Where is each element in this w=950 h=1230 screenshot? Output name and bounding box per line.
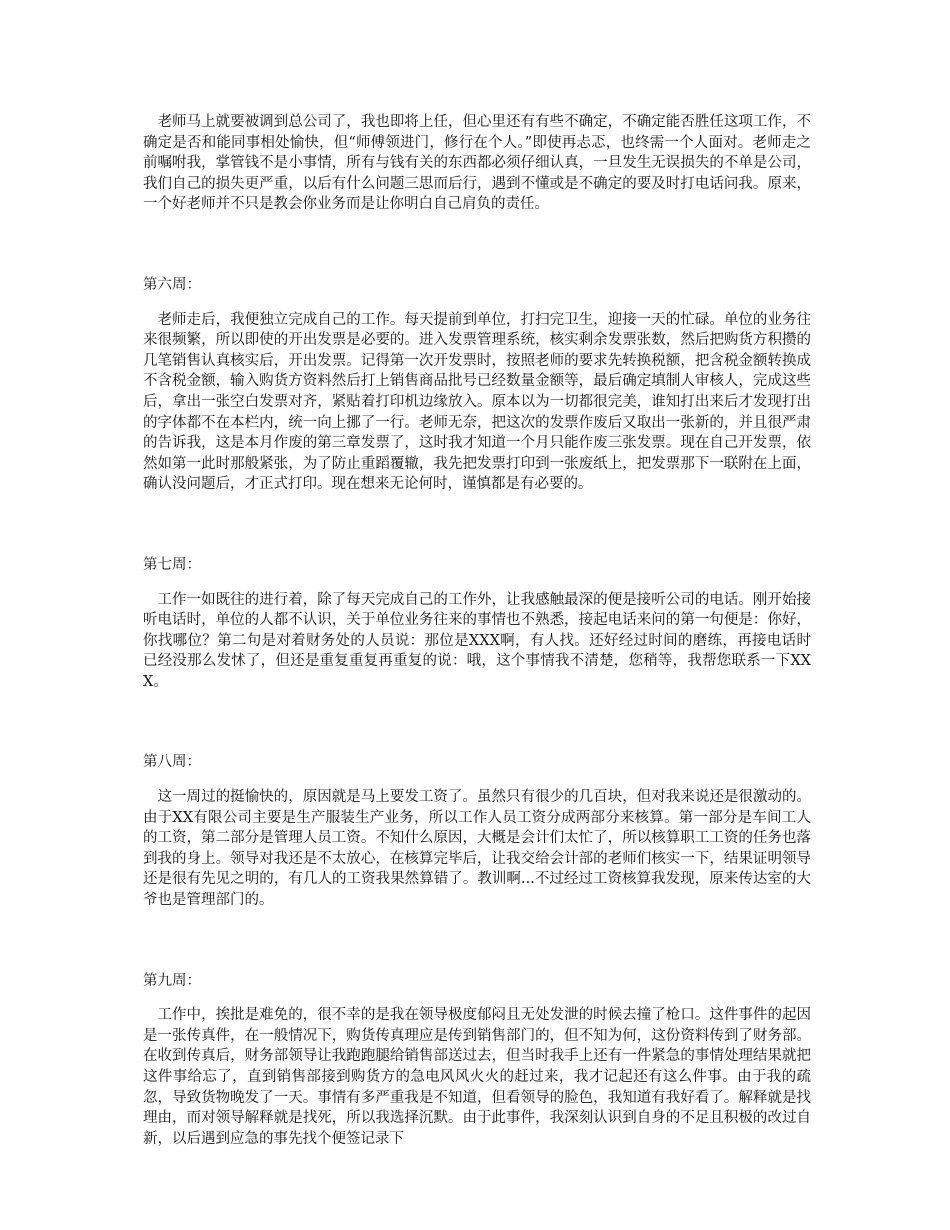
heading-week-9: 第九周： bbox=[143, 972, 201, 989]
spacer bbox=[143, 215, 811, 275]
heading-week-7: 第七周： bbox=[143, 556, 201, 573]
document-page bbox=[143, 112, 811, 1149]
paragraph-intro: 老师马上就要被调到总公司了，我也即将上任，但心里还有有些不确定，不确定能否胜任这项工作，不确定是否和能同事相处愉快，但“师傅领进门，修行在个人。”即使再忐忑，也终需一个人面对。老师走之前嘱咐我，掌管钱不是小事情，所有与钱有关的东西都必须仔细认真，一旦发生无误损失的不单是公司，我们自己的损失更严重，以后有什么问题三思而后行，遇到不懂或是不确定的要及时打电话问我。原来，一个好老师并不只是教会你业务而是让你明白自己肩负的责任。 bbox=[143, 114, 811, 213]
paragraph-week-8: 这一周过的挺愉快的，原因就是马上要发工资了。虽然只有很少的几百块，但对我来说还是很激动的。由于XX有限公司主要是生产服装生产业务，所以工作人员工资分成两部分来核算。第一部分是车间工人的工资，第二部分是管理人员工资。不知什么原因，大概是会计们太忙了，所以核算职工工资的任务也落到我的身上。领导对我还是不太放心，在核算完毕后，让我交给会计部的老师们核实一下，结果证明领导还是很有先见之明的，有几人的工资我果然算错了。教训啊...不过经过工资核算我发现，原来传达室的大爷也是管理部门的。 bbox=[143, 789, 811, 909]
spacer bbox=[143, 495, 811, 555]
paragraph-week-6: 老师走后，我便独立完成自己的工作。每天提前到单位，打扫完卫生，迎接一天的忙碌。单位的业务往来很频繁，所以即使的开出发票是必要的。进入发票管理系统，核实剩余发票张数，然后把购货方积攒的几笔销售认真核实后，开出发票。记得第一次开发票时，按照老师的要求先转换税额，把含税金额转换成不含税金额，输入购货方资料然后打上销售商品批号已经数量金额等，最后确定填制人审核人，完成这些后，拿出一张空白发票对齐，紧贴着打印机边缘放入。原本以为一切都很完美，谁知打出来后才发现打出的字体都不在本栏内，统一向上挪了一行。老师无奈，把这次的发票作废后又取出一张新的，并且很严肃的告诉我，这是本月作废的第三章发票了，这时我才知道一个月只能作废三张发票。现在自己开发票，依然如第一此时那般紧张，为了防止重蹈覆辙，我先把发票打印到一张废纸上，把发票那下一联附在上面，确认没问题后，才正式打印。现在想来无论何时，谨慎都是有必要的。 bbox=[143, 311, 811, 493]
spacer bbox=[143, 296, 811, 310]
heading-week-6: 第六周： bbox=[143, 276, 201, 293]
spacer bbox=[143, 576, 811, 590]
paragraph-week-7: 工作一如既往的进行着，除了每天完成自己的工作外，让我感触最深的便是接听公司的电话。刚开始接听电话时，单位的人都不认识，关于单位业务往来的事情也不熟悉，接起电话来问的第一句便是：你好，你找哪位？第二句是对着财务处的人员说：那位是XXX啊，有人找。还好经过时间的磨练，再接电话时已经没那么发怵了，但还是重复重复再重复的说：哦，这个事情我不清楚，您稍等，我帮您联系一下XXX。 bbox=[143, 591, 811, 690]
spacer bbox=[143, 773, 811, 787]
heading-week-8: 第八周： bbox=[143, 754, 201, 771]
paragraph-week-9: 工作中，挨批是难免的，很不幸的是我在领导极度郁闷且无处发泄的时候去撞了枪口。这件事件的起因是一张传真件，在一般情况下，购货传真理应是传到销售部门的，但不知为何，这份资料传到了财务部。在收到传真后，财务部领导让我跑跑腿给销售部送过去，但当时我手上还有一件紧急的事情处理结果就把这件事给忘了，直到销售部接到购货方的急电风风火火的赶过来，我才记起还有这么件事。由于我的疏忽，导致货物晚发了一天。事情有多严重我是不知道，但看领导的脸色，我知道有我好看了。解释就是找理由，而对领导解释就是找死，所以我选择沉默。由于此事件，我深刻认识到自身的不足且积极的改过自新，以后遇到应急的事先找个便签记录下 bbox=[143, 1007, 811, 1147]
spacer bbox=[143, 692, 811, 752]
spacer bbox=[143, 991, 811, 1005]
spacer bbox=[143, 911, 811, 971]
